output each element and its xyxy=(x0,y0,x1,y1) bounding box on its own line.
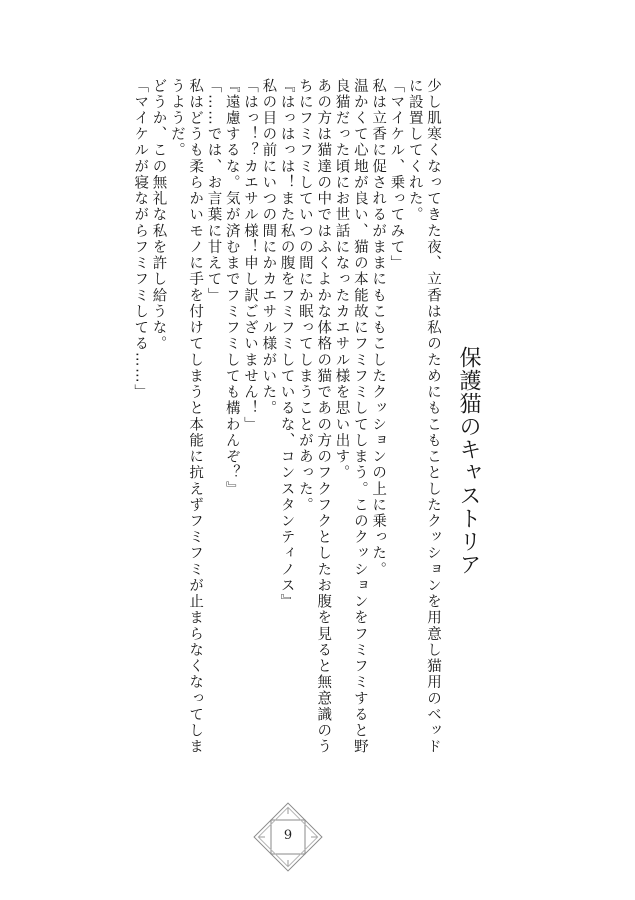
text-line: 「マイケルが寝ながらフミフミしてる……」 xyxy=(132,78,149,401)
text-line: 私は立香に促されるがままにもこもこしたクッションの上に乗った。 xyxy=(370,78,387,578)
chapter-title: 保護猫のキャストリア xyxy=(456,346,481,576)
text-line: 良猫だった頃にお世話になったカエサル様を思い出す。 xyxy=(333,78,350,481)
page-number-ornament xyxy=(253,802,323,872)
text-line: あの方は猫達の中ではふくよかな体格の猫であの方のフクフクとしたお腹を見ると無意識のう xyxy=(315,78,332,756)
text-line: 温かくて心地が良い、猫の本能故にフミフミしてしまう。このクッションをフミフミすると野 xyxy=(351,78,368,756)
text-line: 「はっ！？カエサル様！申し訳ございません！」 xyxy=(242,78,259,433)
text-line: 私の目の前にいつの間にかカエサル様がいた。 xyxy=(260,78,277,417)
text-line: 「……では、お言葉に甘えて」 xyxy=(205,78,222,304)
text-line: 私はどうも柔らかいモノに手を付けてしまうと本能に抗えずフミフミが止まらなくなってしま xyxy=(187,78,204,756)
text-line: 少し肌寒くなってきた夜、立香は私のためにもこもことしたクッションを用意し猫用のベッド xyxy=(425,78,441,756)
text-line: どうか、この無礼な私を許し給うな。 xyxy=(150,78,167,353)
text-line: 「マイケル、乗ってみて」 xyxy=(388,78,405,272)
text-line: 『遠慮するな。気が済むまでフミフミしても構わんぞ？』 xyxy=(223,78,240,498)
text-line: 『はっはっは！また私の腹をフミフミしているな、コンスタンティノス』 xyxy=(278,78,295,610)
text-line: ちにフミフミしていつの間にか眠ってしまうことがあった。 xyxy=(296,78,313,514)
text-line: うようだ。 xyxy=(168,78,185,159)
page-number: 9 xyxy=(283,828,293,843)
body-text xyxy=(82,78,442,798)
text-line: に設置してくれた。 xyxy=(406,78,423,224)
